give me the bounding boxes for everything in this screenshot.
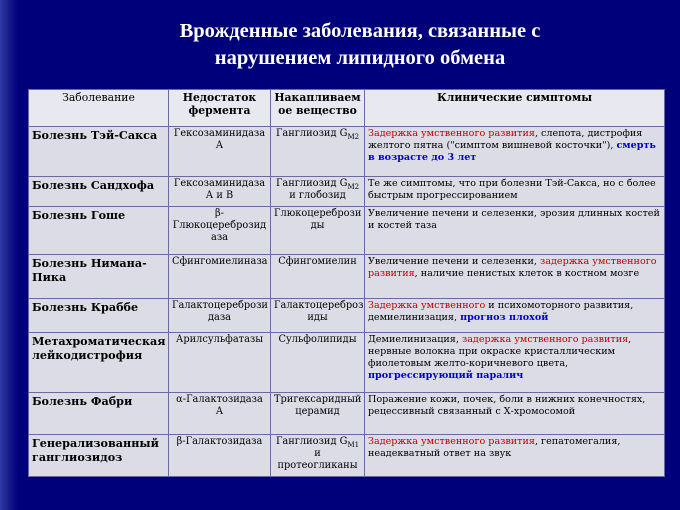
symptoms-cell xyxy=(365,255,665,299)
table-row xyxy=(29,127,665,177)
symptom-text: Увеличение печени и селезенки, xyxy=(368,256,541,267)
symptom-text: , гепатомегалия, неадекватный ответ на звук xyxy=(368,436,621,459)
table-row xyxy=(29,333,665,393)
table-header-row xyxy=(29,90,665,127)
symptom-text: и психомоторного развития, демиелинизация, xyxy=(368,300,634,323)
symptoms-cell xyxy=(365,177,665,207)
enzyme-cell: β-Глюкоцереброзид аза xyxy=(169,207,271,255)
disease-cell: Болезнь Тэй-Сакса xyxy=(29,127,169,177)
symptom-text: , нервные волокна при окраске кристаллическим фиолетовым желто-коричневого цвета, xyxy=(368,334,632,369)
ganglioside-subscript: M2 xyxy=(347,132,360,141)
symptom-text: Увеличение печени и селезенки, эрозия длинных костей и костей таза xyxy=(368,208,660,231)
accumulated-rest: и протеогликаны xyxy=(277,448,358,471)
enzyme-cell: Гексозаминидаза А xyxy=(169,127,271,177)
symptom-highlight-red: задержка умственного развития xyxy=(368,256,657,279)
accumulated-main: Сульфолипиды xyxy=(278,334,357,345)
enzyme-cell: Арилсульфатазы xyxy=(169,333,271,393)
symptom-highlight-red: Задержка умственного xyxy=(368,300,486,311)
symptoms-cell xyxy=(365,207,665,255)
accumulated-cell xyxy=(271,435,365,477)
symptoms-cell xyxy=(365,333,665,393)
symptom-text: Поражение кожи, почек, боли в нижних конечностях, рецессивный связанный с Х-хромосомой xyxy=(368,394,646,417)
table-row xyxy=(29,207,665,255)
symptom-highlight-red: Задержка умственного развития xyxy=(368,128,535,139)
accumulated-main: Тригексаридный церамид xyxy=(274,394,362,417)
table-row xyxy=(29,393,665,435)
disease-cell: Болезнь Гоше xyxy=(29,207,169,255)
title-line-2: нарушением липидного обмена xyxy=(214,47,506,69)
symptom-text: , наличие пенистых клеток в костном мозге xyxy=(414,268,640,279)
slide-title xyxy=(40,18,680,72)
header-symptoms: Клинические симптомы xyxy=(365,90,665,127)
disease-cell: Метахроматическая лейкодистрофия xyxy=(29,333,169,393)
accumulated-cell xyxy=(271,127,365,177)
enzyme-cell: Галактоцеребрози даза xyxy=(169,299,271,333)
disease-cell: Генерализованный ганглиозидоз xyxy=(29,435,169,477)
symptom-text: , слепота, дистрофия желтого пятна ("симптом вишневой косточки"), xyxy=(368,128,643,151)
header-accumulated: Накапливаем ое вещество xyxy=(271,90,365,127)
accumulated-cell xyxy=(271,393,365,435)
accumulated-main: Сфингомиелин xyxy=(278,256,357,267)
accumulated-main: Галактоцереброз иды xyxy=(274,300,364,323)
accumulated-cell xyxy=(271,299,365,333)
accumulated-cell xyxy=(271,177,365,207)
enzyme-cell: α-Галактозидаза А xyxy=(169,393,271,435)
symptom-highlight-blue: прогрессирующий паралич xyxy=(368,370,524,381)
lipid-disorders-table xyxy=(28,89,665,477)
symptom-highlight-blue: прогноз плохой xyxy=(460,312,549,323)
enzyme-cell: Гексозаминидаза А и В xyxy=(169,177,271,207)
accumulated-cell xyxy=(271,333,365,393)
ganglioside-subscript: M2 xyxy=(347,182,360,191)
accumulated-cell xyxy=(271,207,365,255)
symptom-highlight-red: задержка умственного развития xyxy=(461,334,629,345)
accumulated-rest: и глобозид xyxy=(289,190,346,201)
symptom-text: Те же симптомы, что при болезни Тэй-Сакса, но с более быстрым прогрессированием xyxy=(368,178,656,201)
symptoms-cell xyxy=(365,435,665,477)
title-line-1: Врожденные заболевания, связанные с xyxy=(179,20,541,42)
disease-cell: Болезнь Сандхофа xyxy=(29,177,169,207)
disease-cell: Болезнь Нимана-Пика xyxy=(29,255,169,299)
disease-cell: Болезнь Фабри xyxy=(29,393,169,435)
header-enzyme: Недостаток фермента xyxy=(169,90,271,127)
accumulated-main: Ганглиозид G xyxy=(275,128,348,139)
table-row xyxy=(29,435,665,477)
header-disease: Заболевание xyxy=(29,90,169,127)
enzyme-cell: β-Галактозидаза xyxy=(169,435,271,477)
table-row xyxy=(29,299,665,333)
symptoms-cell xyxy=(365,127,665,177)
symptoms-cell xyxy=(365,299,665,333)
ganglioside-subscript: M1 xyxy=(347,440,360,449)
symptom-highlight-blue: смерть в возрасте до 3 лет xyxy=(368,140,656,163)
left-accent-stripe xyxy=(0,0,18,510)
accumulated-cell xyxy=(271,255,365,299)
accumulated-main: Ганглиозид G xyxy=(275,178,348,189)
accumulated-main: Глюкоцеребрози ды xyxy=(274,208,362,231)
symptom-highlight-red: Задержка умственного развития xyxy=(368,436,535,447)
table-row xyxy=(29,177,665,207)
accumulated-main: Ганглиозид G xyxy=(275,436,348,447)
symptoms-cell xyxy=(365,393,665,435)
symptom-text: Демиелинизация, xyxy=(368,334,462,345)
enzyme-cell: Сфингомиелиназа xyxy=(169,255,271,299)
table-row xyxy=(29,255,665,299)
disease-cell: Болезнь Краббе xyxy=(29,299,169,333)
